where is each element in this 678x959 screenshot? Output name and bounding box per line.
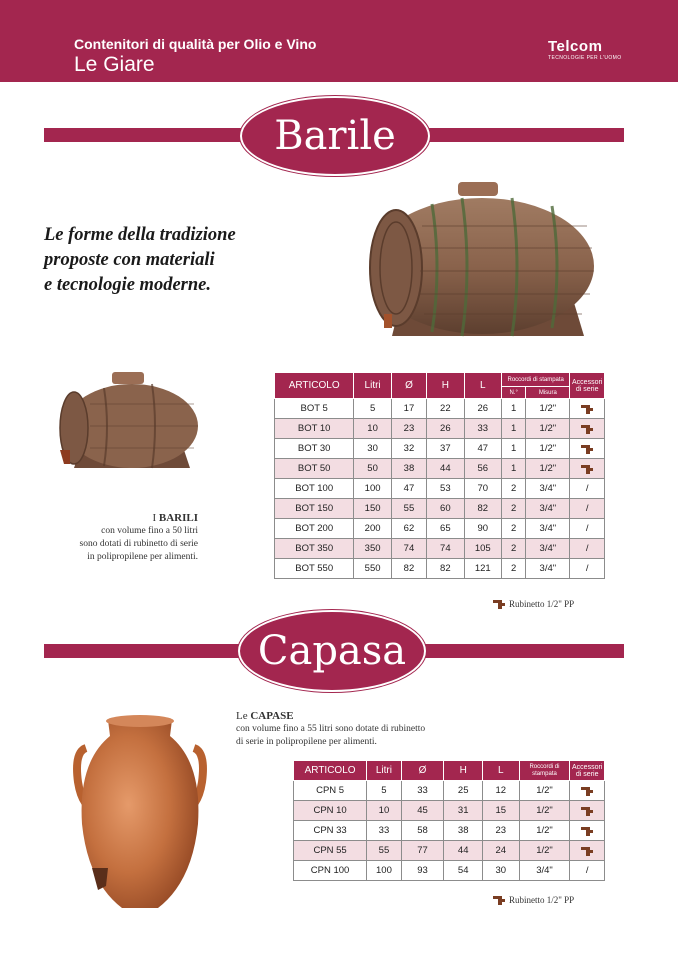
table-row: [275, 459, 605, 479]
cell-litri: 350: [354, 539, 391, 559]
tap-icon: [580, 422, 594, 436]
cell-accessori: [570, 841, 605, 861]
cell-d: 47: [391, 479, 426, 499]
cell-misura: 1/2": [519, 841, 570, 861]
barili-note-heading: [54, 512, 198, 525]
cell-d: 74: [391, 539, 426, 559]
tap-icon: [580, 442, 594, 456]
barile-tagline: [44, 223, 324, 298]
col-h: H: [427, 373, 464, 399]
brand-logo: Telcom: [548, 38, 603, 55]
capasa-vase-image: [72, 712, 208, 912]
capasa-legend-text: Rubinetto 1/2" PP: [509, 895, 575, 905]
cell-accessori: [570, 459, 605, 479]
barile-legend-text: Rubinetto 1/2" PP: [509, 599, 575, 609]
cell-h: 26: [427, 419, 464, 439]
cell-accessori: /: [570, 499, 605, 519]
cell-n: 1: [502, 459, 526, 479]
cell-art: BOT 550: [275, 559, 354, 579]
cell-accessori: /: [570, 861, 605, 881]
header-subtitle: Contenitori di qualità per Olio e Vino: [74, 36, 317, 52]
tagline-line: e tecnologie moderne.: [44, 275, 211, 295]
cell-litri: 100: [367, 861, 402, 881]
cell-l: 90: [464, 519, 501, 539]
cell-misura: 3/4": [526, 539, 570, 559]
col-accessori: Accessori di serie: [570, 761, 605, 781]
barili-note-line: sono dotati di rubinetto di serie: [79, 539, 198, 549]
cell-d: 45: [401, 801, 444, 821]
tap-icon: [580, 462, 594, 476]
col-roccordi: Roccordi di stampata: [519, 761, 570, 781]
cell-accessori: [570, 439, 605, 459]
tap-icon: [580, 824, 594, 838]
barile-title-oval: [240, 96, 430, 176]
barili-note-bold: BARILI: [158, 512, 198, 524]
capasa-note-prefix: Le: [236, 710, 251, 722]
cell-l: 82: [464, 499, 501, 519]
cell-accessori: [570, 399, 605, 419]
capasa-note-line: di serie in polipropilene per alimenti.: [236, 737, 377, 747]
col-l: L: [483, 761, 520, 781]
table-row: [275, 499, 605, 519]
cell-accessori: [570, 821, 605, 841]
cell-h: 65: [427, 519, 464, 539]
cell-l: 23: [483, 821, 520, 841]
cell-d: 93: [401, 861, 444, 881]
tagline-line: proposte con materiali: [44, 250, 215, 270]
cell-accessori: /: [570, 519, 605, 539]
cell-litri: 550: [354, 559, 391, 579]
cell-art: CPN 33: [294, 821, 367, 841]
cell-litri: 33: [367, 821, 402, 841]
table-row: [275, 439, 605, 459]
cell-d: 38: [391, 459, 426, 479]
cell-d: 82: [391, 559, 426, 579]
cell-art: BOT 30: [275, 439, 354, 459]
cell-h: 60: [427, 499, 464, 519]
cell-misura: 1/2": [519, 821, 570, 841]
col-articolo: ARTICOLO: [275, 373, 354, 399]
cell-litri: 50: [354, 459, 391, 479]
cell-l: 15: [483, 801, 520, 821]
cell-misura: 1/2": [526, 399, 570, 419]
small-barrel-image: [56, 368, 198, 476]
cell-misura: 1/2": [526, 459, 570, 479]
cell-misura: 3/4": [526, 499, 570, 519]
col-diameter: Ø: [401, 761, 444, 781]
cell-n: 1: [502, 419, 526, 439]
cell-n: 1: [502, 399, 526, 419]
cell-litri: 5: [354, 399, 391, 419]
table-row: [275, 419, 605, 439]
col-accessori: Accessori di serie: [570, 373, 605, 399]
barili-note: [54, 512, 198, 564]
cell-litri: 5: [367, 781, 402, 801]
header-title: Le Giare: [74, 53, 155, 76]
col-diameter: Ø: [391, 373, 426, 399]
cell-d: 55: [391, 499, 426, 519]
col-roccordi: Roccordi di stampata: [502, 373, 570, 387]
cell-h: 38: [444, 821, 483, 841]
cell-art: BOT 100: [275, 479, 354, 499]
tap-icon: [580, 804, 594, 818]
brand-tagline: TECNOLOGIE PER L'UOMO: [548, 55, 622, 61]
cell-l: 47: [464, 439, 501, 459]
cell-misura: 1/2": [526, 439, 570, 459]
barile-table: [274, 372, 605, 579]
cell-l: 12: [483, 781, 520, 801]
col-litri: Litri: [367, 761, 402, 781]
cell-l: 121: [464, 559, 501, 579]
barili-note-line: con volume fino a 50 litri: [101, 526, 198, 536]
cell-d: 77: [401, 841, 444, 861]
cell-d: 58: [401, 821, 444, 841]
cell-l: 33: [464, 419, 501, 439]
cell-art: CPN 10: [294, 801, 367, 821]
cell-misura: 1/2": [519, 781, 570, 801]
cell-litri: 150: [354, 499, 391, 519]
large-barrel-image: [362, 176, 602, 342]
cell-h: 44: [427, 459, 464, 479]
cell-d: 62: [391, 519, 426, 539]
cell-misura: 3/4": [519, 861, 570, 881]
cell-misura: 1/2": [519, 801, 570, 821]
barile-legend: [492, 597, 574, 611]
cell-accessori: /: [570, 539, 605, 559]
capasa-title-oval: [238, 610, 426, 692]
table-row: [275, 519, 605, 539]
table-row: [275, 539, 605, 559]
cell-misura: 3/4": [526, 519, 570, 539]
cell-h: 31: [444, 801, 483, 821]
cell-d: 23: [391, 419, 426, 439]
capasa-legend: [492, 893, 574, 907]
capasa-note-bold: CAPASE: [250, 710, 294, 722]
cell-l: 105: [464, 539, 501, 559]
cell-misura: 1/2": [526, 419, 570, 439]
table-row: [275, 479, 605, 499]
cell-accessori: /: [570, 479, 605, 499]
table-row: [294, 781, 605, 801]
cell-accessori: [570, 801, 605, 821]
col-litri: Litri: [354, 373, 391, 399]
tap-icon: [492, 893, 506, 907]
cell-art: BOT 10: [275, 419, 354, 439]
tap-icon: [580, 402, 594, 416]
barile-section-title: Barile: [274, 113, 396, 159]
cell-l: 24: [483, 841, 520, 861]
table-row: [294, 861, 605, 881]
col-l: L: [464, 373, 501, 399]
cell-d: 33: [401, 781, 444, 801]
col-articolo: ARTICOLO: [294, 761, 367, 781]
cell-accessori: /: [570, 559, 605, 579]
cell-h: 22: [427, 399, 464, 419]
table-row: [294, 841, 605, 861]
cell-l: 26: [464, 399, 501, 419]
cell-n: 2: [502, 499, 526, 519]
table-row: [275, 559, 605, 579]
cell-n: 2: [502, 559, 526, 579]
capasa-table: [293, 760, 605, 881]
cell-art: BOT 150: [275, 499, 354, 519]
cell-art: CPN 5: [294, 781, 367, 801]
cell-l: 30: [483, 861, 520, 881]
tap-icon: [580, 784, 594, 798]
barili-note-line: in polipropilene per alimenti.: [87, 552, 198, 562]
cell-litri: 55: [367, 841, 402, 861]
table-row: [275, 399, 605, 419]
cell-h: 44: [444, 841, 483, 861]
cell-litri: 30: [354, 439, 391, 459]
table-row: [294, 821, 605, 841]
cell-l: 56: [464, 459, 501, 479]
cell-art: BOT 50: [275, 459, 354, 479]
cell-litri: 100: [354, 479, 391, 499]
cell-art: BOT 200: [275, 519, 354, 539]
col-misura: Misura: [526, 387, 570, 399]
col-numero: N.°: [502, 387, 526, 399]
cell-d: 17: [391, 399, 426, 419]
cell-accessori: [570, 419, 605, 439]
col-h: H: [444, 761, 483, 781]
cell-litri: 200: [354, 519, 391, 539]
cell-accessori: [570, 781, 605, 801]
page-header: [0, 0, 678, 82]
cell-n: 2: [502, 519, 526, 539]
cell-h: 37: [427, 439, 464, 459]
cell-h: 74: [427, 539, 464, 559]
capasa-note-heading: [236, 710, 496, 723]
cell-h: 53: [427, 479, 464, 499]
capasa-note-line: con volume fino a 55 litri sono dotate di rubinetto: [236, 724, 426, 734]
cell-art: BOT 350: [275, 539, 354, 559]
cell-misura: 3/4": [526, 559, 570, 579]
tap-icon: [492, 597, 506, 611]
tagline-line: Le forme della tradizione: [44, 225, 236, 245]
cell-litri: 10: [367, 801, 402, 821]
cell-h: 82: [427, 559, 464, 579]
cell-art: CPN 100: [294, 861, 367, 881]
cell-misura: 3/4": [526, 479, 570, 499]
capasa-section-title: Capasa: [257, 628, 407, 674]
cell-n: 1: [502, 439, 526, 459]
table-row: [294, 801, 605, 821]
cell-n: 2: [502, 539, 526, 559]
cell-d: 32: [391, 439, 426, 459]
cell-litri: 10: [354, 419, 391, 439]
capasa-note: [236, 710, 496, 749]
cell-art: BOT 5: [275, 399, 354, 419]
barili-note-prefix: I: [152, 512, 159, 524]
cell-art: CPN 55: [294, 841, 367, 861]
cell-h: 54: [444, 861, 483, 881]
tap-icon: [580, 844, 594, 858]
cell-h: 25: [444, 781, 483, 801]
cell-l: 70: [464, 479, 501, 499]
cell-n: 2: [502, 479, 526, 499]
